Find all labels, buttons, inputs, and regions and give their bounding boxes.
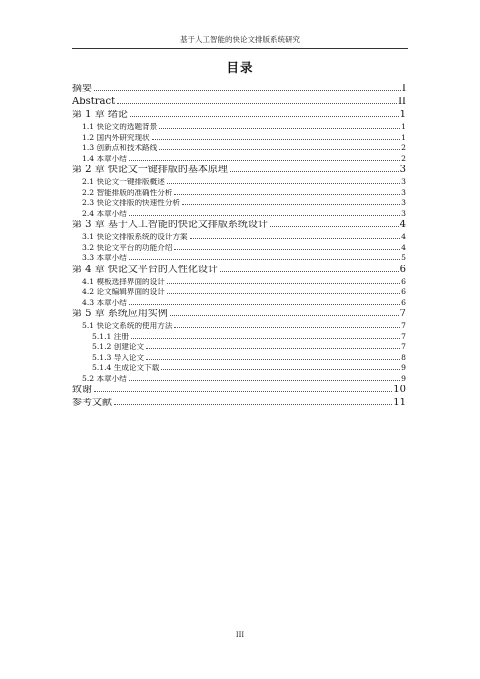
toc-dot-leader xyxy=(129,379,400,381)
toc-entry-page: 3 xyxy=(401,178,406,186)
toc-entry-page: 5 xyxy=(401,254,406,262)
toc-entry[interactable] xyxy=(72,134,406,145)
toc-dot-leader xyxy=(161,368,400,370)
toc-entry[interactable] xyxy=(72,299,406,310)
toc-entry[interactable] xyxy=(72,288,406,299)
toc-dot-leader xyxy=(190,237,401,239)
toc-entry[interactable] xyxy=(72,309,406,322)
toc-entry-label: 3.3 本章小结 xyxy=(82,254,127,262)
toc-entry-page: 6 xyxy=(401,277,406,286)
toc-entry-label: 5.1.3 导入论文 xyxy=(92,353,145,362)
toc-entry-label: 2.3 快论文排版的快速性分析 xyxy=(82,199,181,207)
toc-entry[interactable] xyxy=(72,178,406,189)
toc-entry[interactable] xyxy=(72,343,406,354)
page-number: III xyxy=(235,631,245,639)
toc-entry[interactable] xyxy=(72,210,406,221)
toc-dot-leader xyxy=(117,102,397,104)
toc-entry[interactable] xyxy=(72,265,406,278)
toc-dot-leader xyxy=(129,159,400,161)
toc-entry[interactable] xyxy=(72,278,406,289)
toc-entry-page: 1 xyxy=(401,123,406,131)
toc-entry-page: 10 xyxy=(393,385,406,395)
toc-entry[interactable] xyxy=(72,333,406,344)
toc-entry-page: 7 xyxy=(401,332,406,341)
toc-entry[interactable] xyxy=(72,189,406,200)
toc-entry-label: 4.2 论文编辑界面的设计 xyxy=(82,288,165,296)
toc-dot-leader xyxy=(270,225,399,227)
toc-entry[interactable] xyxy=(72,123,406,134)
toc-entry-label: 致谢 xyxy=(72,385,92,395)
toc-dot-leader xyxy=(129,258,400,260)
toc-entry[interactable] xyxy=(72,244,406,255)
toc-dot-leader xyxy=(174,326,400,328)
toc-dot-leader xyxy=(174,248,400,250)
toc-dot-leader xyxy=(129,214,400,216)
toc-entry-page: 4 xyxy=(401,233,406,241)
toc-entry[interactable] xyxy=(72,233,406,244)
toc-entry-label: 第 3 章 基于人工智能的快论文排版系统设计 xyxy=(72,220,268,230)
toc-entry-label: 1.1 快论文的选题背景 xyxy=(82,123,158,131)
toc-entry-label: 5.1.1 注册 xyxy=(92,332,129,341)
toc-dot-leader xyxy=(131,337,400,339)
toc-entry[interactable] xyxy=(72,155,406,166)
toc-entry-page: II xyxy=(398,97,406,107)
toc-entry[interactable] xyxy=(72,199,406,210)
toc-entry-label: 5.2 本章小结 xyxy=(82,374,127,383)
toc-entry-label: Abstract xyxy=(72,97,116,107)
toc-entry-page: 7 xyxy=(399,309,406,319)
toc-entry-label: 第 4 章 快论文平台的人性化设计 xyxy=(72,264,218,275)
toc-dot-leader xyxy=(167,282,400,284)
toc-dot-leader xyxy=(230,170,399,172)
toc-dot-leader xyxy=(94,89,401,91)
toc-entry-page: 6 xyxy=(401,288,406,296)
toc-entry-page: 3 xyxy=(399,165,406,175)
toc-dot-leader xyxy=(174,193,400,195)
toc-entry-label: 1.4 本章小结 xyxy=(82,154,127,163)
toc-entry-label: 2.2 智能排版的准确性分析 xyxy=(82,188,173,197)
toc-entry-page: 1 xyxy=(401,133,406,142)
toc-entry-label: 1.2 国内外研究现状 xyxy=(82,133,150,142)
toc-entry[interactable] xyxy=(72,364,406,375)
toc-entry-page: 9 xyxy=(401,374,406,383)
toc-entry[interactable] xyxy=(72,144,406,155)
toc-entry-page: 7 xyxy=(401,322,406,330)
toc-entry-page: 9 xyxy=(401,364,406,372)
toc-dot-leader xyxy=(146,347,400,349)
toc-entry-label: 2.1 快论文一键排版概述 xyxy=(82,178,165,186)
toc-entry-label: 第 1 章 绪论 xyxy=(72,110,128,120)
toc-entry-label: 5.1 快论文系统的使用方法 xyxy=(82,322,173,330)
toc-entry[interactable] xyxy=(72,254,406,265)
toc-entry-page: 3 xyxy=(401,188,406,197)
toc-entry[interactable] xyxy=(72,354,406,365)
toc-entry-label: 第 2 章 快论文一键排版的基本原理 xyxy=(72,165,228,175)
toc-entry-label: 3.1 快论文排版系统的设计方案 xyxy=(82,233,188,241)
toc-entry-label: 第 5 章 系统应用实例 xyxy=(72,309,168,319)
toc-dot-leader xyxy=(129,303,400,305)
toc-entry-label: 1.3 创新点和技术路线 xyxy=(82,144,158,152)
toc-dot-leader xyxy=(220,270,399,272)
toc-entry-label: 2.4 本章小结 xyxy=(82,209,127,218)
toc-entry[interactable] xyxy=(72,322,406,333)
toc-dot-leader xyxy=(167,182,400,184)
toc-entry[interactable] xyxy=(72,385,406,398)
table-of-contents xyxy=(72,84,406,411)
toc-entry-page: 1 xyxy=(399,110,406,120)
toc-entry-page: 4 xyxy=(399,220,406,230)
toc-entry[interactable] xyxy=(72,84,406,97)
toc-entry-label: 5.1.4 生成论文下载 xyxy=(92,364,160,372)
toc-dot-leader xyxy=(159,127,400,129)
toc-entry-page: 6 xyxy=(401,298,406,307)
toc-dot-leader xyxy=(170,314,399,316)
toc-entry-label: 参考文献 xyxy=(72,398,112,408)
toc-dot-leader xyxy=(130,115,399,117)
toc-entry-page: 2 xyxy=(401,144,406,152)
toc-entry-page: 4 xyxy=(401,243,406,252)
toc-entry-page: 6 xyxy=(399,264,406,275)
toc-entry-label: 摘要 xyxy=(72,84,92,94)
toc-entry[interactable] xyxy=(72,398,406,411)
toc-entry[interactable] xyxy=(72,110,406,123)
toc-entry-page: 2 xyxy=(401,154,406,163)
toc-dot-leader xyxy=(159,148,400,150)
toc-dot-leader xyxy=(167,292,400,294)
toc-entry[interactable] xyxy=(72,97,406,110)
toc-entry-page: 3 xyxy=(401,209,406,218)
toc-entry[interactable] xyxy=(72,375,406,386)
toc-entry-label: 4.3 本章小结 xyxy=(82,298,127,307)
toc-entry-page: 11 xyxy=(393,398,406,408)
toc-entry-label: 4.1 模板选择界面的设计 xyxy=(82,277,165,286)
page-title: 目录 xyxy=(226,60,254,75)
toc-entry[interactable] xyxy=(72,220,406,233)
toc-entry-label: 3.2 快论文平台的功能介绍 xyxy=(82,243,173,252)
toc-dot-leader xyxy=(182,203,400,205)
toc-entry-page: 7 xyxy=(401,343,406,351)
toc-entry-page: 8 xyxy=(401,353,406,362)
toc-entry[interactable] xyxy=(72,165,406,178)
toc-dot-leader xyxy=(152,138,401,140)
toc-dot-leader xyxy=(114,403,392,405)
toc-entry-page: 3 xyxy=(401,199,406,207)
toc-dot-leader xyxy=(146,358,400,360)
toc-dot-leader xyxy=(94,390,392,392)
running-header: 基于人工智能的快论文排版系统研究 xyxy=(72,34,408,49)
toc-entry-page: I xyxy=(402,84,406,94)
toc-entry-label: 5.1.2 创建论文 xyxy=(92,343,145,351)
